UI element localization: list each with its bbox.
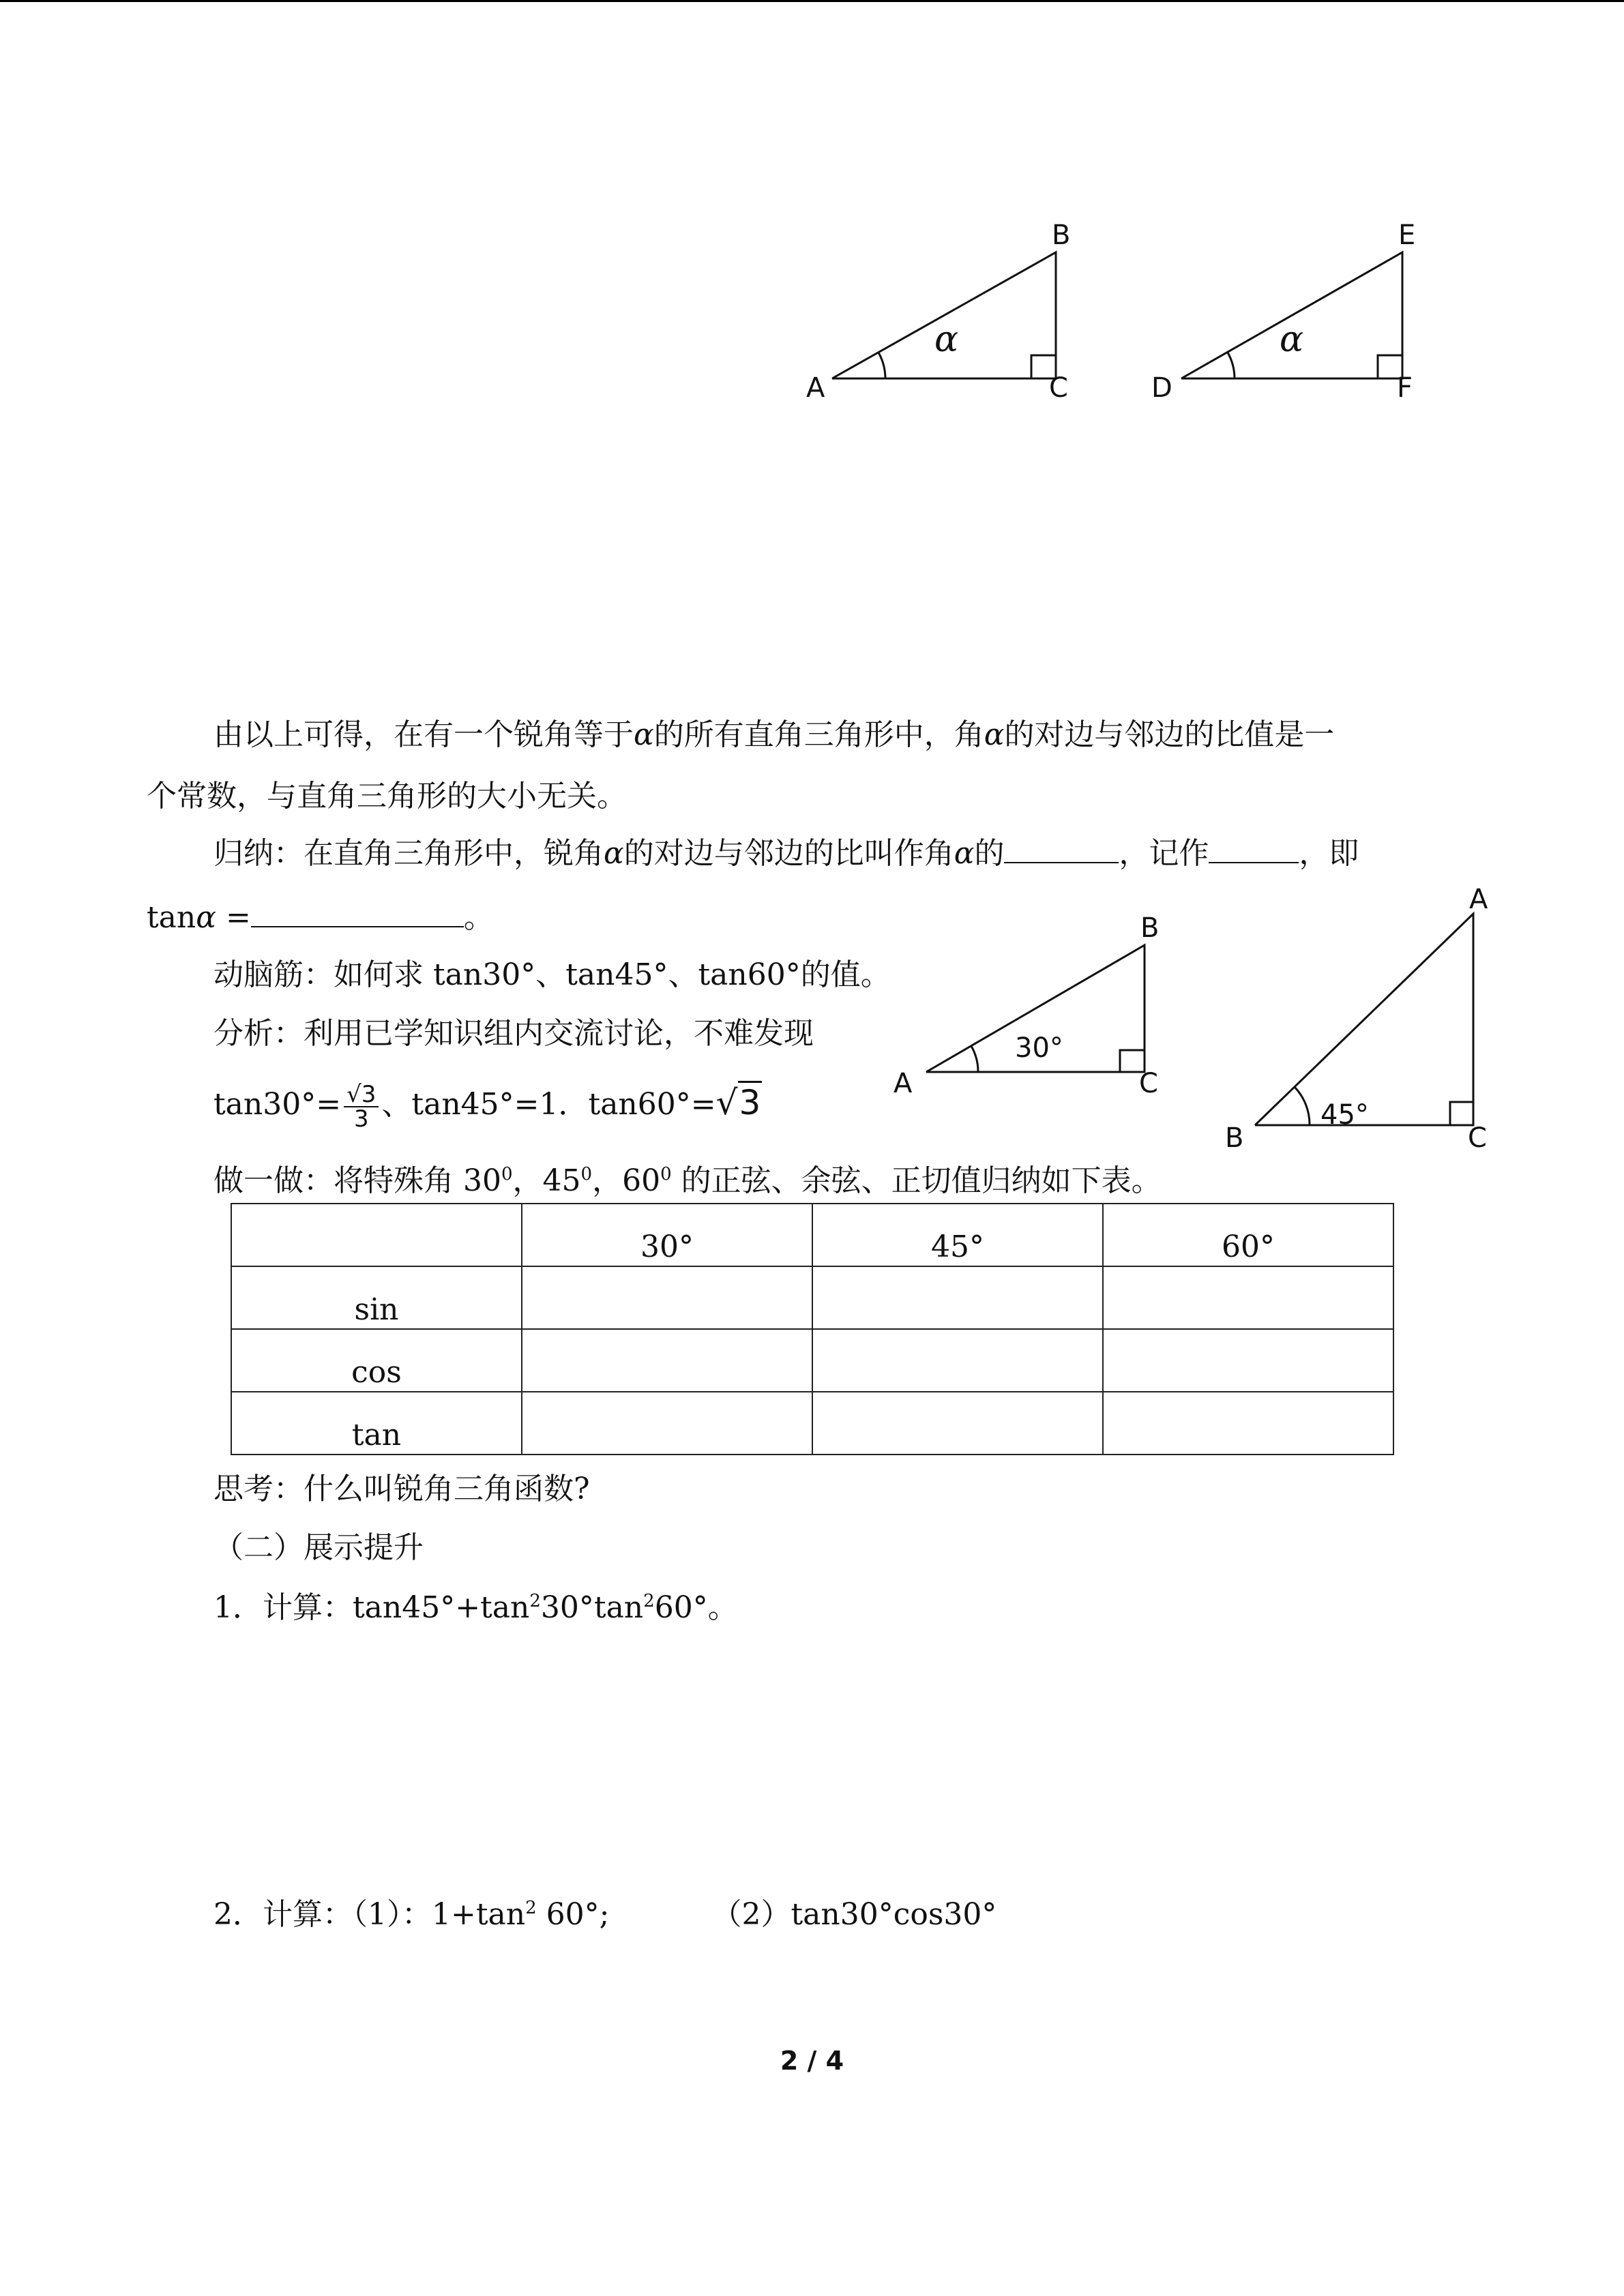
row-label-sin: sin (231, 1266, 522, 1329)
paragraph-think-question: 动脑筋：如何求 tan30°、tan45°、tan60°的值。 (213, 957, 891, 992)
vertex-c-label: C (1049, 372, 1068, 404)
table-cell[interactable] (812, 1392, 1103, 1455)
table-row (231, 1266, 1393, 1329)
table-row (231, 1329, 1393, 1392)
vertex-c-label: C (1468, 1122, 1487, 1154)
vertex-c-label: C (1139, 1068, 1158, 1099)
vertex-f-label: F (1397, 372, 1413, 404)
angle-45-label: 45° (1320, 1099, 1369, 1131)
vertex-e-label: E (1398, 220, 1416, 251)
page-top-border (0, 0, 1624, 2)
paragraph-exercise-instruction: 做一做：将特殊角 $30^0$，$45^0$，$60^0$ 的正弦、余弦、正切值归纳如下表。 (213, 1163, 1162, 1198)
triangle-abc-figure (798, 218, 1091, 409)
angle-alpha-label: α (934, 319, 959, 360)
vertex-b-label: B (1052, 220, 1071, 251)
table-cell[interactable] (812, 1266, 1103, 1329)
vertex-a-label: A (1469, 884, 1488, 915)
table-cell[interactable] (812, 1329, 1103, 1392)
answer-blank-formula[interactable] (251, 899, 464, 927)
table-cell[interactable] (1103, 1329, 1393, 1392)
answer-blank-name[interactable] (1004, 835, 1119, 863)
angle-alpha-label: α (1280, 319, 1304, 360)
table-cell[interactable] (1103, 1392, 1393, 1455)
answer-blank-notation[interactable] (1209, 835, 1299, 863)
paragraph-conclusion-line1: 由以上可得，在有一个锐角等于α的所有直角三角形中，角α的对边与邻边的比值是一 (213, 717, 1335, 752)
vertex-a-label: A (806, 372, 825, 404)
angle-arc (971, 1046, 978, 1072)
triangle-45-figure (1214, 880, 1514, 1159)
angle-arc (879, 353, 885, 378)
page-number: 2 / 4 (780, 2046, 844, 2076)
vertex-b-label: B (1225, 1122, 1244, 1154)
table-header-cell: 30° (522, 1204, 812, 1266)
row-label-tan: tan (231, 1392, 522, 1455)
paragraph-induction-line1: 归纳：在直角三角形中，锐角α的对边与邻边的比叫作角α的 ，记作 ，即 (213, 836, 1359, 871)
triangle-30-figure (887, 907, 1187, 1112)
vertex-b-label: B (1140, 912, 1160, 944)
paragraph-conclusion-line2: 个常数，与直角三角形的大小无关。 (147, 779, 627, 814)
table-header-cell: 45° (812, 1204, 1103, 1266)
triangle-45-outline (1255, 914, 1473, 1125)
right-angle-mark (1450, 1102, 1473, 1125)
table-cell[interactable] (1103, 1266, 1393, 1329)
vertex-a-label: A (894, 1068, 913, 1099)
angle-arc (1295, 1087, 1310, 1125)
paragraph-analysis: 分析：利用已学知识组内交流讨论，不难发现 (213, 1016, 814, 1051)
table-cell[interactable] (522, 1392, 812, 1455)
paragraph-tan-values: tan30°= $\frac{√3}{3}$ 、tan45°=1．tan60°=√3 (213, 1080, 761, 1133)
table-cell[interactable] (522, 1266, 812, 1329)
trig-values-table (231, 1203, 1394, 1455)
table-cell[interactable] (522, 1329, 812, 1392)
paragraph-think: 思考：什么叫锐角三角函数? (213, 1472, 590, 1506)
paragraph-induction-line2: tanα = 。 (147, 900, 494, 935)
table-row (231, 1392, 1393, 1455)
row-label-cos: cos (231, 1329, 522, 1392)
sqrt-3: √3 (716, 1081, 763, 1122)
triangle-def-figure (1146, 218, 1439, 409)
question-2: 2．计算：（1）：$1+\tan^2$ 60°; （2）tan30°cos30° (213, 1897, 997, 1932)
question-1: 1．计算：$\tan 45^\circ+\tan^230^\circ\tan^260^\circ$。 (213, 1590, 738, 1625)
angle-arc (1228, 353, 1235, 378)
vertex-d-label: D (1151, 372, 1172, 404)
section-heading-2: （二）展示提升 (213, 1530, 424, 1565)
fraction-root3-over-3: $\frac{√3}{3}$ (344, 1083, 379, 1131)
table-header-row (231, 1204, 1393, 1266)
table-header-cell: 60° (1103, 1204, 1393, 1266)
table-header-cell (231, 1204, 522, 1266)
angle-30-label: 30° (1015, 1032, 1063, 1064)
